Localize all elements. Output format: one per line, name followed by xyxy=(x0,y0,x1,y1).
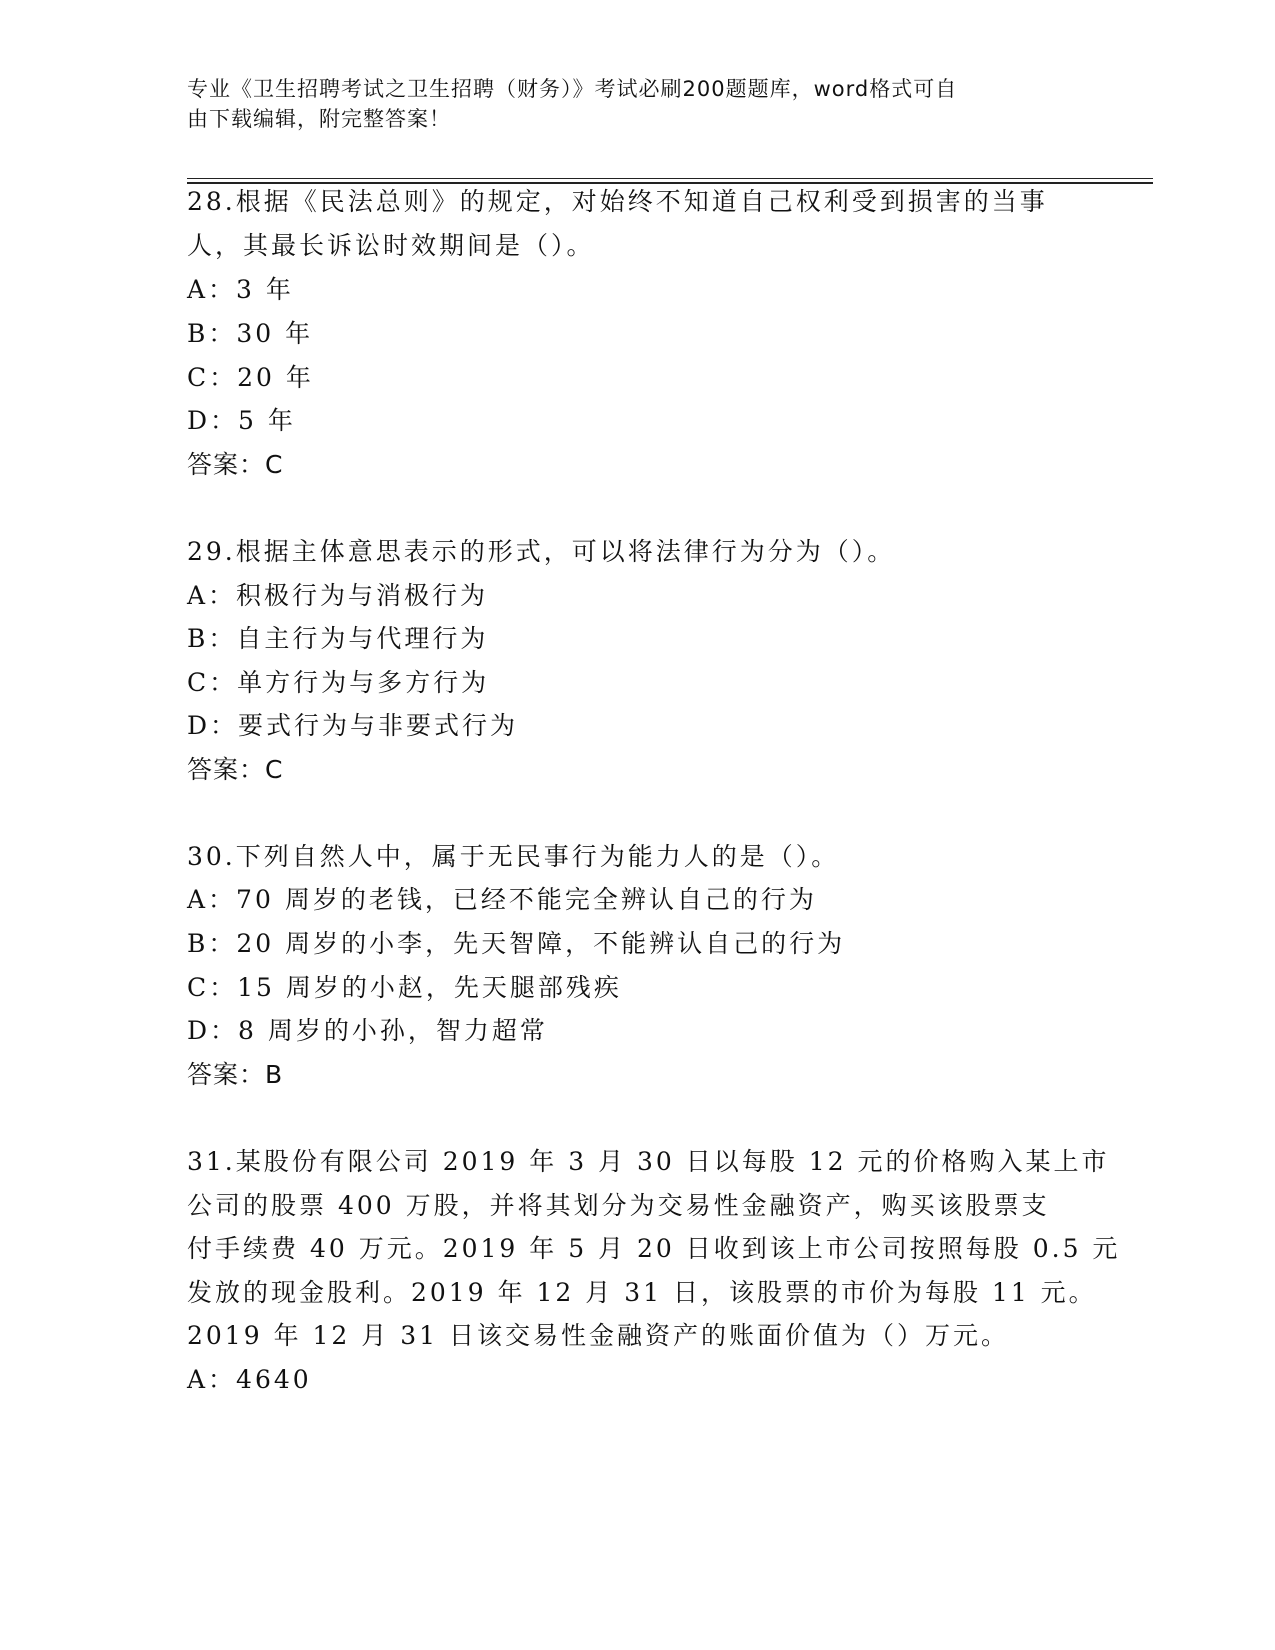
question-30-answer: 答案：B xyxy=(187,1060,284,1089)
question-29-option-d: D：要式行为与非要式行为 xyxy=(187,711,519,740)
header-divider-thick xyxy=(187,182,1153,184)
question-31-option-a: A：4640 xyxy=(187,1365,312,1394)
question-30-option-c: C：15 周岁的小赵，先天腿部残疾 xyxy=(187,973,622,1002)
question-30-option-a: A：70 周岁的老钱，已经不能完全辨认自己的行为 xyxy=(187,885,817,914)
question-28-option-a: A：3 年 xyxy=(187,275,294,304)
header-line-2: 由下载编辑，附完整答案！ xyxy=(187,107,451,131)
question-28-option-c: C：20 年 xyxy=(187,363,314,392)
question-29-option-b: B：自主行为与代理行为 xyxy=(187,624,489,653)
question-30-option-b: B：20 周岁的小李，先天智障，不能辨认自己的行为 xyxy=(187,929,846,958)
question-28-option-d: D：5 年 xyxy=(187,406,296,435)
question-29-text-line-1: 29.根据主体意思表示的形式，可以将法律行为分为（）。 xyxy=(187,537,896,566)
question-31-text-line-4: 发放的现金股利。2019 年 12 月 31 日，该股票的市价为每股 11 元。 xyxy=(187,1278,1097,1307)
question-30-option-d: D：8 周岁的小孙，智力超常 xyxy=(187,1016,548,1045)
question-29-answer: 答案：C xyxy=(187,755,284,784)
question-31-text-line-1: 31.某股份有限公司 2019 年 3 月 30 日以每股 12 元的价格购入某上市 xyxy=(187,1147,1110,1176)
question-31-text-line-3: 付手续费 40 万元。2019 年 5 月 20 日收到该上市公司按照每股 0.5 元 xyxy=(187,1234,1121,1263)
question-28-answer: 答案：C xyxy=(187,450,284,479)
question-29-option-c: C：单方行为与多方行为 xyxy=(187,668,490,697)
question-31-text-line-2: 公司的股票 400 万股，并将其划分为交易性金融资产，购买该股票支 xyxy=(187,1191,1050,1220)
question-29-option-a: A：积极行为与消极行为 xyxy=(187,581,489,610)
question-28-text-line-2: 人，其最长诉讼时效期间是（）。 xyxy=(187,231,595,260)
document-header xyxy=(187,74,1077,134)
question-31-text-line-5: 2019 年 12 月 31 日该交易性金融资产的账面价值为（）万元。 xyxy=(187,1321,1009,1350)
question-28-option-b: B：30 年 xyxy=(187,319,314,348)
header-line-1: 专业《卫生招聘考试之卫生招聘（财务）》考试必刷200题题库，word格式可自 xyxy=(187,77,958,101)
header-divider-thin xyxy=(187,178,1153,179)
question-28-text-line-1: 28.根据《民法总则》的规定，对始终不知道自己权利受到损害的当事 xyxy=(187,187,1048,216)
question-30-text-line-1: 30.下列自然人中，属于无民事行为能力人的是（）。 xyxy=(187,842,840,871)
